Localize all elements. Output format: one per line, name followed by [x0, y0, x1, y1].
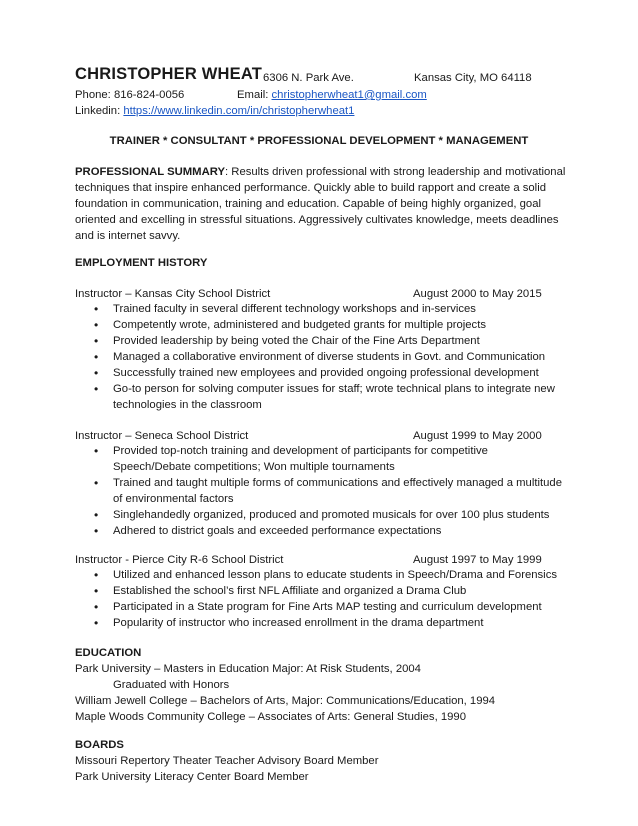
boards-list [75, 753, 378, 785]
phone-number: Phone: 816-824-0056 [75, 89, 185, 101]
list-item: • Competently wrote, administered and budgeted grants for multiple projects [92, 317, 562, 333]
email-line [237, 87, 427, 103]
street-address: 6306 N. Park Ave. [263, 72, 354, 84]
education-honors: Graduated with Honors [113, 679, 230, 691]
job-dates: August 1999 to May 2000 [413, 430, 542, 442]
list-item: • Managed a collaborative environment of diverse students in Govt. and Communication [92, 349, 562, 365]
job-dates: August 1997 to May 1999 [413, 554, 542, 566]
candidate-name: CHRISTOPHER WHEAT [75, 65, 263, 83]
job-bullets [92, 567, 562, 631]
board-entry: Park University Literacy Center Board Member [75, 771, 309, 783]
board-entry: Missouri Repertory Theater Teacher Advisory Board Member [75, 755, 379, 767]
email-label: Email: [237, 89, 269, 101]
list-item: • Successfully trained new employees and provided ongoing professional development [92, 365, 562, 381]
list-item: • Utilized and enhanced lesson plans to educate students in Speech/Drama and Forensics [92, 567, 562, 583]
job-title: Instructor – Kansas City School District [75, 288, 271, 300]
list-item: • Singlehandedly organized, produced and promoted musicals for over 100 plus students [92, 507, 562, 523]
linkedin-link[interactable]: https://www.linkedin.com/in/christopherwheat1 [123, 105, 355, 117]
job-title: Instructor – Seneca School District [75, 430, 249, 442]
professional-summary [75, 164, 567, 244]
education-list [75, 661, 495, 725]
summary-label: PROFESSIONAL SUMMARY [75, 166, 226, 178]
list-item: • Popularity of instructor who increased enrollment in the drama department [92, 615, 562, 631]
email-link[interactable]: christopherwheat1@gmail.com [271, 89, 427, 101]
list-item: • Go-to person for solving computer issues for staff; wrote technical plans to integrate new technologies in the classroom [92, 381, 562, 413]
city-state-zip: Kansas City, MO 64118 [414, 72, 532, 84]
job-bullets [92, 301, 562, 413]
list-item: • Adhered to district goals and exceeded performance expectations [92, 523, 562, 539]
list-item: • Provided top-notch training and development of participants for competitive Speech/Debate competitions; Won multiple tournaments [92, 443, 562, 475]
education-entry: Maple Woods Community College – Associates of Arts: General Studies, 1990 [75, 711, 466, 723]
list-item: • Participated in a State program for Fine Arts MAP testing and curriculum development [92, 599, 562, 615]
job-title: Instructor - Pierce City R-6 School District [75, 554, 284, 566]
education-heading: EDUCATION [75, 647, 142, 659]
list-item: • Trained faculty in several different technology workshops and in-services [92, 301, 562, 317]
education-entry: Park University – Masters in Education Major: At Risk Students, 2004 [75, 663, 421, 675]
list-item: • Trained and taught multiple forms of communications and effectively managed a multitude of environmental factors [92, 475, 562, 507]
linkedin-line [75, 103, 354, 119]
job-dates: August 2000 to May 2015 [413, 288, 542, 300]
tagline: TRAINER * CONSULTANT * PROFESSIONAL DEVELOPMENT * MANAGEMENT [109, 135, 529, 147]
list-item: • Provided leadership by being voted the Chair of the Fine Arts Department [92, 333, 562, 349]
employment-heading: EMPLOYMENT HISTORY [75, 257, 208, 269]
education-entry: William Jewell College – Bachelors of Arts, Major: Communications/Education, 1994 [75, 695, 496, 707]
linkedin-label: Linkedin: [75, 105, 121, 117]
boards-heading: BOARDS [75, 739, 124, 751]
list-item: • Established the school’s first NFL Affiliate and organized a Drama Club [92, 583, 562, 599]
summary-text: : Results driven professional with strong leadership and motivational techniques that inspire enhanced performance. Quickly able to build rapport and create a solid foundation in communication, training and education. Capable of being highly organized, goal oriented and excelling in stressful situations. Aggressively cultivates knowledge, meets deadlines and is internet savvy. [75, 166, 566, 242]
job-bullets [92, 443, 562, 539]
